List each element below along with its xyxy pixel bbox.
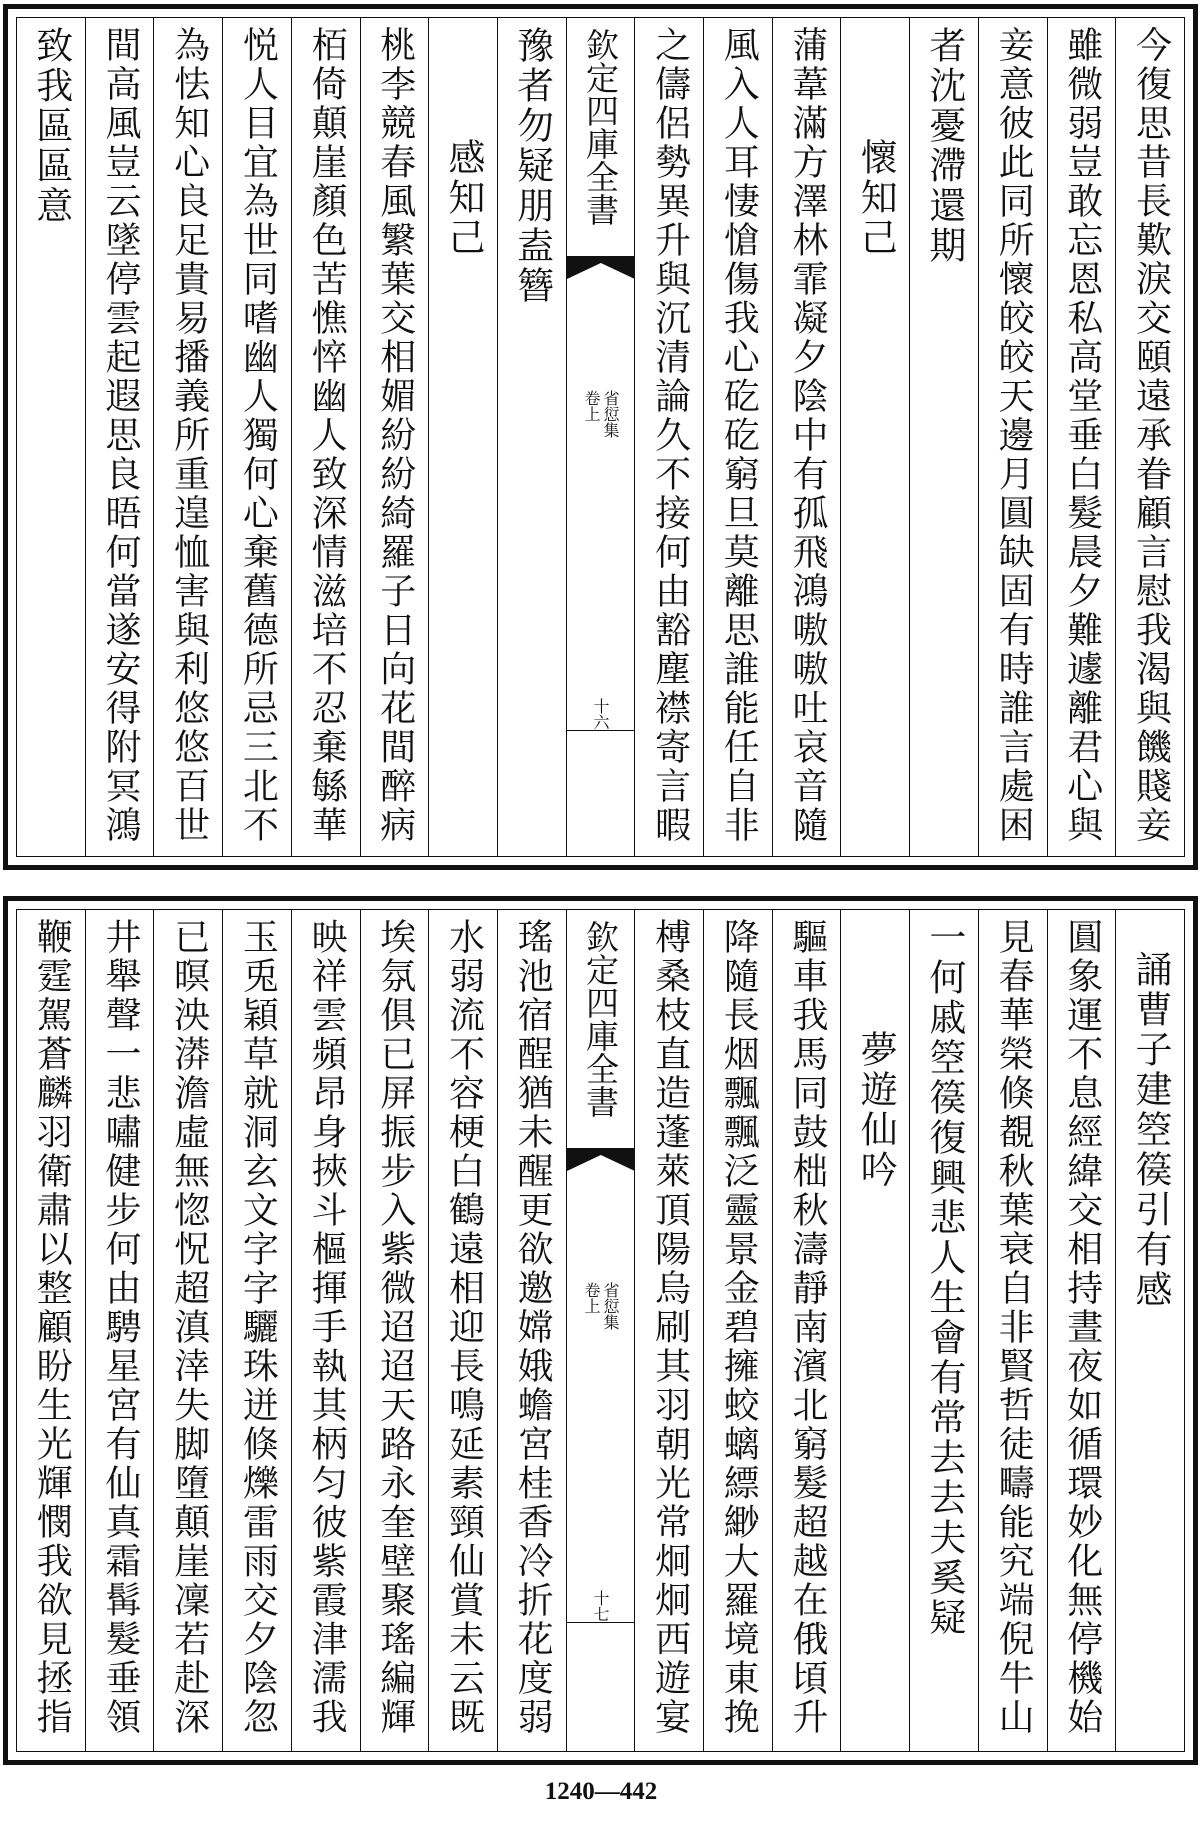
text-column (634, 18, 703, 856)
column-text: 驅車我馬同鼓柮秋濤靜南濱北窮髮超越在俄頃升 (786, 918, 828, 1737)
column-text: 圓象運不息經緯交相持晝夜如循環妙化無停機始 (1061, 918, 1103, 1737)
text-column (428, 910, 497, 1751)
banner-volume: 卷上 (582, 1282, 602, 1314)
center-banner (566, 18, 635, 856)
column-text: 鞭霆駕蒼麟羽衛肅以整顧盼生光輝憫我欲見拯指 (31, 918, 73, 1737)
column-text: 瑤池宿酲猶未醒更欲邀嫦娥蟾宮桂香冷折花度弱 (512, 918, 554, 1737)
text-column (222, 910, 291, 1751)
poem-title: 夢遊仙吟 (854, 1030, 898, 1190)
column-text: 今復思昔長歎淚交頤遠承眷顧言慰我渴與饑賤妾 (1130, 26, 1172, 845)
poem-title: 感知己 (441, 138, 485, 258)
column-text: 水弱流不容梗白鶴遠相迎長鳴延素頸仙賞未云既 (443, 918, 485, 1737)
text-column (360, 910, 429, 1751)
bottom-page-columns (16, 909, 1185, 1752)
banner-book-volume (582, 390, 621, 438)
text-column (909, 910, 978, 1751)
banner-title: 欽定四庫全書 (581, 28, 621, 226)
column-text: 者沈憂滯還期 (922, 26, 966, 266)
text-column (85, 18, 154, 856)
text-column (703, 18, 772, 856)
top-page-columns (16, 17, 1185, 857)
text-column (840, 18, 909, 856)
column-text: 豫者勿疑朋盍簪 (510, 26, 554, 306)
column-text: 雖微弱豈敢忘恩私高堂垂白髮晨夕難遽離君心與 (1061, 26, 1103, 845)
poem-title: 懷知己 (854, 138, 898, 258)
column-text: 妾意彼此同所懷皎皎天邊月圓缺固有時誰言處困 (993, 26, 1035, 845)
text-column (703, 910, 772, 1751)
column-text: 已暝泱漭澹虛無惚怳超滇涬失脚墮顛崖凜若赴深 (168, 918, 210, 1737)
banner-rule (567, 1622, 635, 1623)
column-text: 致我區區意 (29, 26, 73, 226)
fish-tail-mark-icon (567, 256, 635, 283)
column-text: 之儔侶勢異升與沉清論久不接何由豁塵襟寄言暇 (649, 26, 691, 845)
column-text: 井舉聲一悲嘯健步何由騁星宮有仙真霜髯髮垂領 (99, 918, 141, 1737)
column-text: 栢倚顛崖顏色苦憔悴幽人致深情滋培不忍棄緐華 (306, 26, 348, 845)
page-code: 1240—442 (544, 1778, 658, 1805)
column-text: 榑桑枝直造蓬萊頂陽烏刷其羽朝光常炯炯西遊宴 (649, 918, 691, 1737)
banner-title: 欽定四庫全書 (581, 920, 621, 1118)
column-text: 埃氛俱已屏振步入紫微迢迢天路永奎壁聚瑤編輝 (374, 918, 416, 1737)
poem-title: 誦曹子建箜篌引有感 (1129, 950, 1173, 1310)
text-column (1047, 18, 1116, 856)
text-column (497, 910, 566, 1751)
text-column (1047, 910, 1116, 1751)
text-column (978, 910, 1047, 1751)
text-column (634, 910, 703, 1751)
banner-book-volume (582, 1282, 621, 1330)
text-column (1115, 910, 1184, 1751)
text-column (153, 18, 222, 856)
text-column (909, 18, 978, 856)
text-column (840, 910, 909, 1751)
text-column (222, 18, 291, 856)
top-page (3, 4, 1198, 870)
column-text: 映祥雲頻昂身挾斗樞揮手執其柄匀彼紫霞津濡我 (306, 918, 348, 1737)
banner-volume: 卷上 (582, 390, 602, 422)
banner-rule (567, 730, 635, 731)
column-text: 風入人耳悽愴傷我心矻矻窮旦莫離思誰能任自非 (718, 26, 760, 845)
text-column (1115, 18, 1184, 856)
text-column (428, 18, 497, 856)
column-text: 見春華榮倏覩秋葉衰自非賢哲徒疇能究端倪牛山 (993, 918, 1035, 1737)
column-text: 悦人目宜為世同嗜幽人獨何心棄舊德所忌三北不 (237, 26, 279, 845)
column-text: 降隨長烟飄飄泛靈景金碧擁蛟螭縹緲大羅境東挽 (718, 918, 760, 1737)
text-column (772, 18, 841, 856)
banner-book-title: 省愆集 (601, 390, 621, 438)
text-column (497, 18, 566, 856)
text-column (17, 18, 85, 856)
column-text: 一何戚箜篌復興悲人生會有常去去夫奚疑 (922, 918, 966, 1638)
text-column (772, 910, 841, 1751)
column-text: 玉兎穎草就洞玄文字字驪珠迸倏爍雷雨交夕陰忽 (237, 918, 279, 1737)
text-column (153, 910, 222, 1751)
banner-page-number: 十六 (591, 698, 611, 730)
bottom-page (3, 896, 1198, 1765)
text-column (978, 18, 1047, 856)
text-column (291, 910, 360, 1751)
column-text: 為怯知心良足貴易播義所重遑恤害與利悠悠百世 (168, 26, 210, 845)
column-text: 蒲葦滿方澤林霏凝夕陰中有孤飛鴻嗷嗷吐哀音隨 (786, 26, 828, 845)
text-column (360, 18, 429, 856)
banner-page-number: 十七 (591, 1590, 611, 1622)
fish-tail-mark-icon (567, 1148, 635, 1175)
banner-book-title: 省愆集 (601, 1282, 621, 1330)
text-column (17, 910, 85, 1751)
text-column (291, 18, 360, 856)
column-text: 間高風豈云墜停雲起遐思良晤何當遂安得附冥鴻 (99, 26, 141, 845)
text-column (85, 910, 154, 1751)
column-text: 桃李競春風䌓葉交相媚紛紛綺羅子日向花間醉病 (374, 26, 416, 845)
center-banner (566, 910, 635, 1751)
